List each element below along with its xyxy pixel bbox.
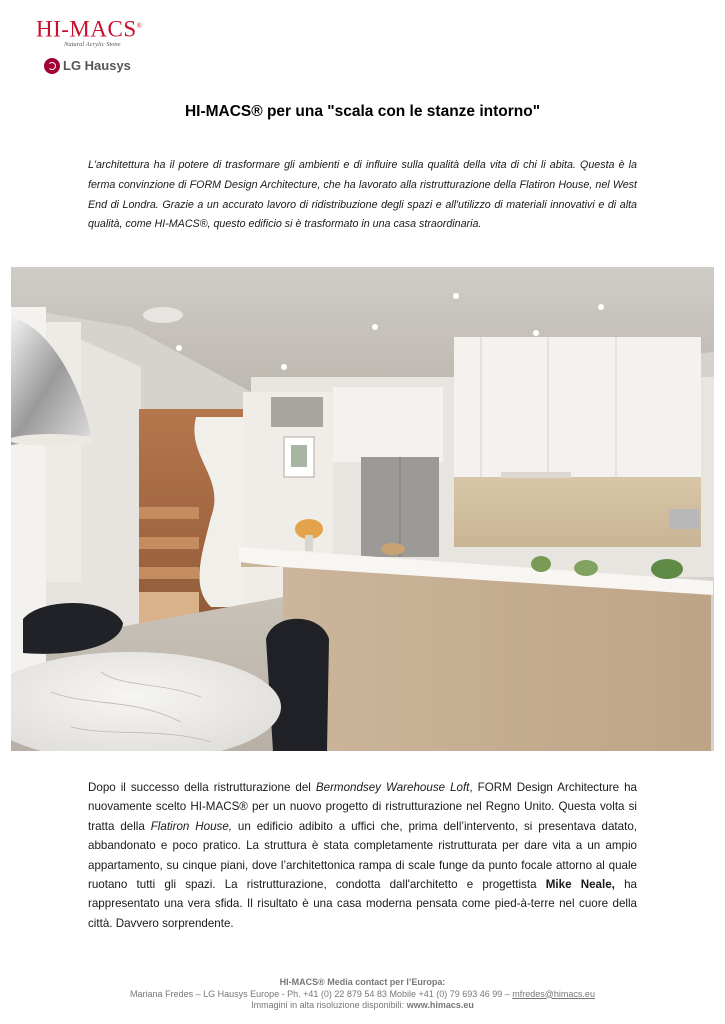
lg-logo-icon bbox=[44, 58, 60, 74]
himacs-wordmark: HI-MACS® bbox=[36, 16, 143, 42]
footer-images: Immagini in alta risoluzione disponibili: www.himacs.eu bbox=[251, 1000, 474, 1010]
lg-hausys-wordmark: LG Hausys bbox=[63, 58, 131, 74]
intro-paragraph: L'architettura ha il potere di trasformare gli ambienti e di influire sulla qualità della vita di chi li abita. Questa è la ferma convinzione di FORM Design Architecture, che ha lavorato alla ristrutturazione della Flatiron House, nel West End di Londra. Grazie a un accurato lavoro di ridistribuzione degli spazi e all'utilizzo di materiali innovativi e di alta qualità, come HI-MACS®, questo edificio si è trasformato in una casa straordinaria. bbox=[88, 159, 637, 231]
emphasis-mike-neale: Mike Neale, bbox=[545, 878, 615, 892]
page-title: HI-MACS® per una "scala con le stanze intorno" bbox=[184, 103, 541, 120]
footer-website-link[interactable]: www.himacs.eu bbox=[406, 1000, 474, 1010]
emphasis-bermondsey: Bermondsey Warehouse Loft bbox=[315, 781, 470, 794]
footer-heading: HI-MACS® Media contact per l’Europa: bbox=[279, 977, 446, 987]
footer-contact: Mariana Fredes – LG Hausys Europe - Ph. +41 (0) 22 879 54 83 Mobile +41 (0) 79 693 46 99 – mfredes@himacs.eu bbox=[130, 988, 595, 999]
himacs-logo bbox=[36, 14, 146, 74]
lg-hausys-logo bbox=[44, 58, 146, 74]
body-paragraph: Dopo il successo della ristrutturazione del Bermondsey Warehouse Loft, FORM Design Architecture ha nuovamente scelto HI-MACS® per un nuovo progetto di ristrutturazione nel Regno Unito. Questa volta si tratta della Flatiron House, un edificio adibito a uffici che, prima dell’intervento, si presentava datato, abbandonato e poco pratico. La struttura è stata completamente ristrutturata per dare vita a un ampio appartamento, su cinque piani, dove l’architettonica rampa di scale funge da punto focale attorno al quale ruotano tutti gli spazi. La ristrutturazione, condotta dall'architetto e progettista Mike Neale, ha rappresentato una vera sfida. Il risultato è una casa moderna pensata come pied-à-terre nel cuore della città. Davvero sorprendente. bbox=[88, 781, 637, 930]
emphasis-flatiron: Flatiron House, bbox=[150, 819, 233, 833]
footer bbox=[0, 977, 725, 1012]
himacs-tagline: Natural Acrylic Stone bbox=[64, 40, 121, 48]
kitchen-photo bbox=[11, 267, 714, 751]
footer-email-link[interactable]: mfredes@himacs.eu bbox=[512, 988, 595, 999]
